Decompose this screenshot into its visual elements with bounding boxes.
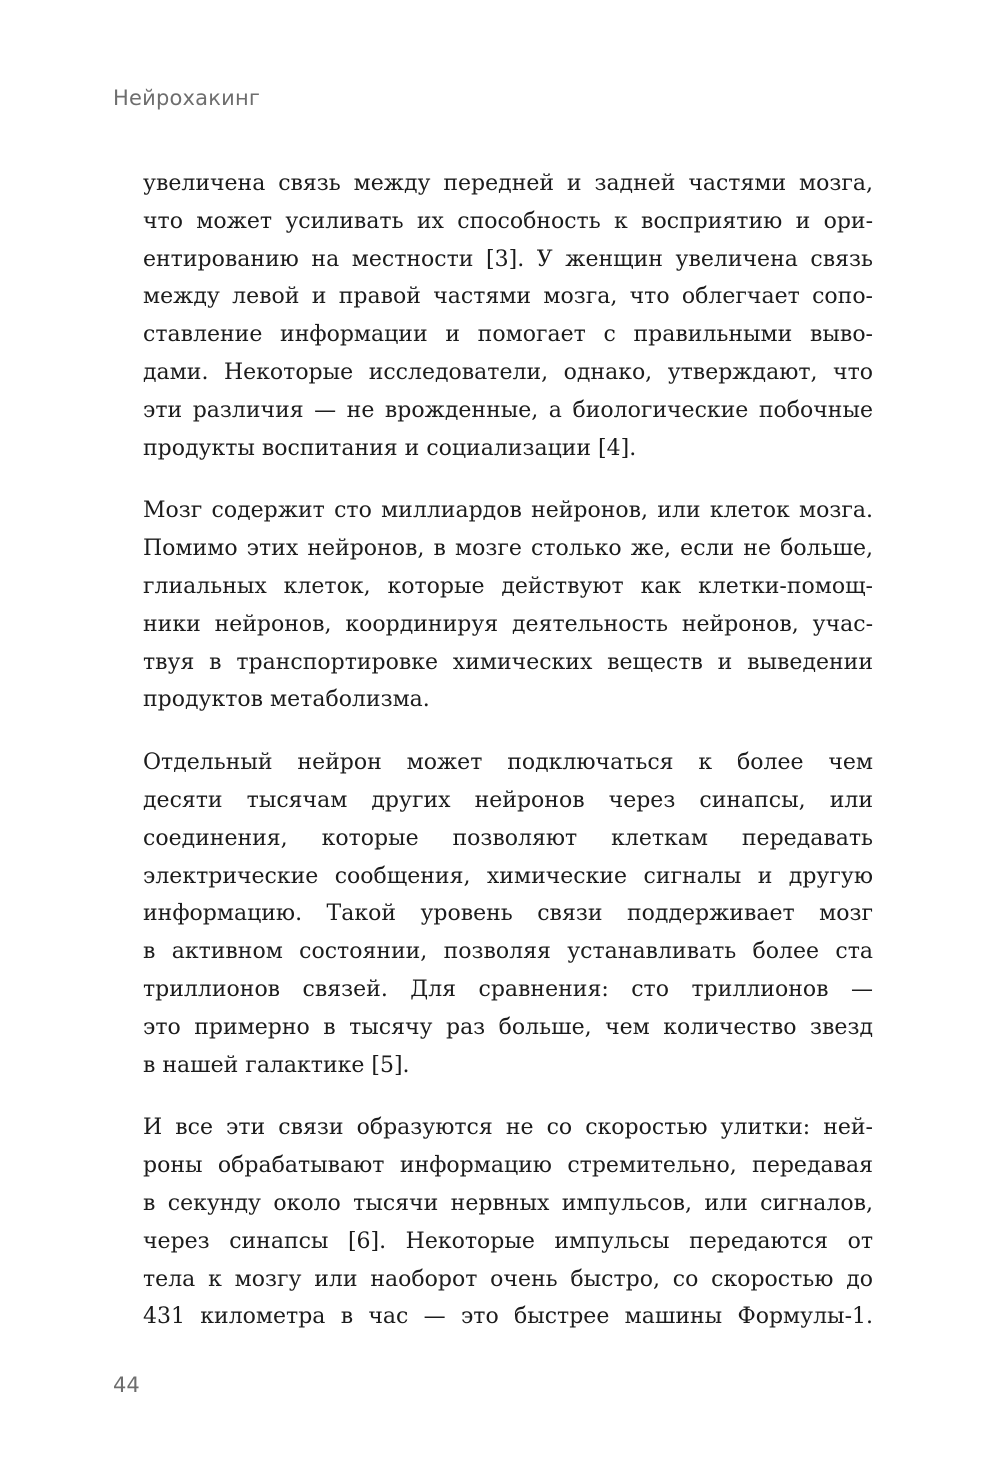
text-line: десяти тысячам других нейронов через синапсы, или bbox=[143, 787, 873, 813]
paragraph bbox=[143, 492, 873, 719]
text-line: 431 километра в час — это быстрее машины Формулы-1. bbox=[143, 1304, 873, 1330]
text-line: ентированию на местности [3]. У женщин увеличена связь bbox=[143, 246, 873, 272]
text-line: электрические сообщения, химические сигналы и другую bbox=[143, 863, 873, 889]
text-line: Помимо этих нейронов, в мозге столько же, если не больше, bbox=[143, 536, 873, 562]
paragraph bbox=[143, 165, 873, 467]
text-line: глиальных клеток, которые действуют как клетки-помощ- bbox=[143, 573, 873, 599]
text-line: информацию. Такой уровень связи поддерживает мозг bbox=[143, 901, 873, 927]
text-line: через синапсы [6]. Некоторые импульсы передаются от bbox=[143, 1228, 873, 1254]
text-line: триллионов связей. Для сравнения: сто триллионов — bbox=[143, 976, 873, 1002]
text-line: И все эти связи образуются не со скоростью улитки: ней- bbox=[143, 1115, 873, 1141]
text-line: дами. Некоторые исследователи, однако, утверждают, что bbox=[143, 359, 873, 385]
text-line: Мозг содержит сто миллиардов нейронов, или клеток мозга. bbox=[143, 498, 873, 524]
text-line: тела к мозгу или наоборот очень быстро, со скоростью до bbox=[143, 1266, 873, 1292]
text-line: роны обрабатывают информацию стремительно, передавая bbox=[143, 1153, 873, 1179]
text-line: увеличена связь между передней и задней частями мозга, bbox=[143, 171, 873, 196]
text-line: ники нейронов, координируя деятельность нейронов, учас- bbox=[143, 611, 873, 637]
text-line: в активном состоянии, позволяя устанавливать более ста bbox=[143, 939, 873, 965]
text-line: твуя в транспортировке химических веществ и выведении bbox=[143, 649, 873, 675]
page-number: 44 bbox=[113, 1373, 140, 1397]
text-line: между левой и правой частями мозга, что облегчает сопо- bbox=[143, 284, 873, 310]
paragraph bbox=[143, 744, 873, 1084]
text-line: в нашей галактике [5]. bbox=[143, 1052, 410, 1078]
body-text bbox=[143, 165, 873, 1361]
running-head-title: Нейрохакинг bbox=[113, 86, 261, 110]
text-line: продукты воспитания и социализации [4]. bbox=[143, 435, 637, 461]
text-line: что может усиливать их способность к восприятию и ори- bbox=[143, 208, 873, 234]
text-line: это примерно в тысячу раз больше, чем количество звезд bbox=[143, 1014, 873, 1040]
text-line: продуктов метаболизма. bbox=[143, 687, 430, 713]
text-line: ставление информации и помогает с правильными выво- bbox=[143, 322, 873, 348]
text-line: эти различия — не врожденные, а биологические побочные bbox=[143, 397, 873, 423]
paragraph bbox=[143, 1109, 873, 1336]
text-line: соединения, которые позволяют клеткам передавать bbox=[143, 825, 873, 851]
text-line: Отдельный нейрон может подключаться к более чем bbox=[143, 750, 873, 776]
text-line: в секунду около тысячи нервных импульсов, или сигналов, bbox=[143, 1190, 873, 1216]
